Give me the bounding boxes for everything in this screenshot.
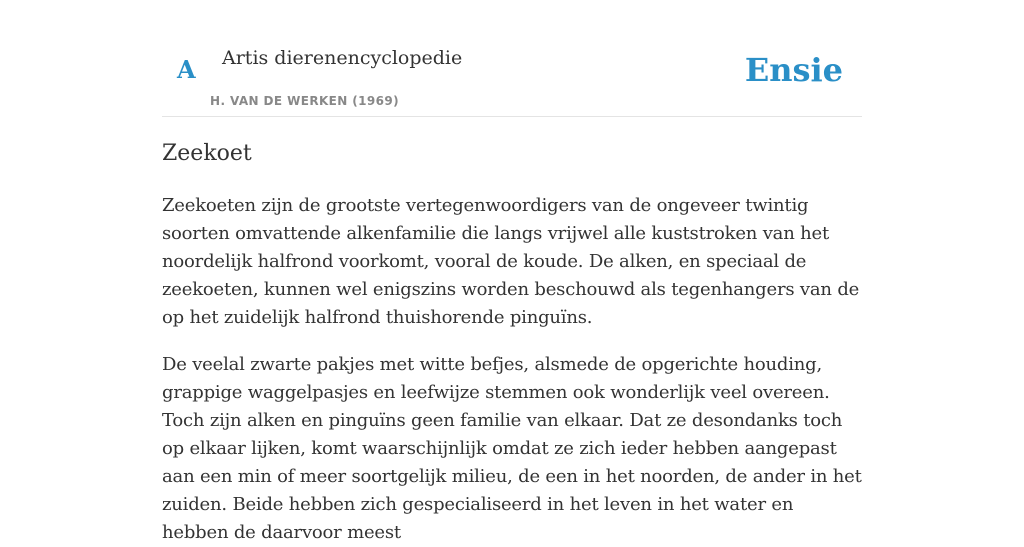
site-header <box>162 0 862 117</box>
book-logo-link[interactable]: A <box>177 55 196 84</box>
article-paragraph: Zeekoeten zijn de grootste vertegenwoordigers van de ongeveer twintig soorten omvattende alkenfamilie die langs vrijwel alle kuststroken van het noordelijk halfrond voorkomt, vooral de koude. De alken, en speciaal de zeekoeten, kunnen wel enigszins worden beschouwd als tegenhangers van de op het zuidelijk halfrond thuishorende pinguïns. <box>162 195 860 328</box>
book-author: H. VAN DE WERKEN (1969) <box>210 94 400 108</box>
article <box>162 138 862 547</box>
article-paragraph: De veelal zwarte pakjes met witte befjes, alsmede de opgerichte houding, grappige waggelpasjes en leefwijze stemmen ook wonderlijk veel overeen. Toch zijn alken en pinguïns geen familie van elkaar. Dat ze desondanks toch op elkaar lijken, komt waarschijnlijk omdat ze zich ieder hebben aangepast aan een min of meer soortgelijk milieu, de een in het noorden, de ander in het zuiden. Beide hebben zich gespecialiseerd in het leven in het water en hebben de daarvoor meest <box>162 354 862 543</box>
entry-title: Zeekoet <box>162 141 252 166</box>
book-title[interactable]: Artis dierenencyclopedie <box>222 47 463 69</box>
ensie-logo-link[interactable]: Ensie <box>744 51 843 89</box>
